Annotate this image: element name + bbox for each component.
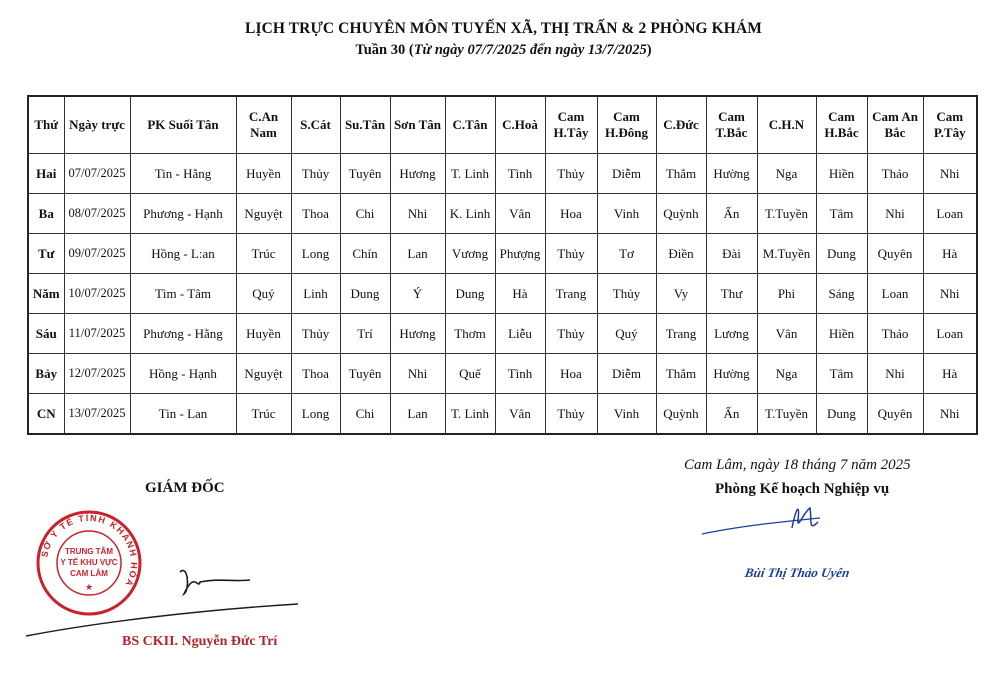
staff-cell: Quỳnh <box>656 194 706 234</box>
staff-cell: Trí <box>340 314 390 354</box>
staff-cell: Chi <box>340 394 390 435</box>
weekday-cell: Ba <box>28 194 64 234</box>
week-label: Tuần 30 <box>355 42 406 58</box>
staff-cell: Hiền <box>816 314 867 354</box>
staff-cell: Lương <box>706 314 757 354</box>
staff-cell: Quý <box>236 274 291 314</box>
staff-cell: Nhi <box>923 274 977 314</box>
date-cell: 11/07/2025 <box>64 314 130 354</box>
document-subtitle: Tuần 30 (Từ ngày 07/7/2025 đến ngày 13/7/2025) <box>355 42 652 58</box>
staff-cell: Vương <box>445 234 495 274</box>
weekday-cell: Năm <box>28 274 64 314</box>
staff-cell: Hường <box>706 354 757 394</box>
staff-cell: Thủy <box>545 234 597 274</box>
column-header: Cam T.Bắc <box>706 96 757 154</box>
staff-cell: Hường <box>706 154 757 194</box>
staff-cell: Vân <box>757 314 816 354</box>
date-cell: 08/07/2025 <box>64 194 130 234</box>
staff-cell: Loan <box>923 194 977 234</box>
staff-cell: Chín <box>340 234 390 274</box>
staff-cell: Thư <box>706 274 757 314</box>
staff-cell: Dung <box>816 394 867 435</box>
staff-cell: Thảo <box>867 154 923 194</box>
staff-cell: Nhi <box>390 194 445 234</box>
signer-name: Bùi Thị Thảo Uyên <box>743 565 851 580</box>
table-body <box>28 154 977 435</box>
table-row <box>28 394 977 435</box>
staff-cell: Quyên <box>867 234 923 274</box>
staff-cell: Tin - Lan <box>130 394 236 435</box>
staff-cell: Tơ <box>597 234 656 274</box>
staff-cell: Hương <box>390 154 445 194</box>
staff-cell: T.Tuyền <box>757 394 816 435</box>
staff-cell: Tuyên <box>340 354 390 394</box>
department-name: Phòng Kế hoạch Nghiệp vụ <box>715 481 890 497</box>
column-header: S.Cát <box>291 96 340 154</box>
table-header-row <box>28 96 977 154</box>
staff-cell: Chi <box>340 194 390 234</box>
staff-cell: Nga <box>757 154 816 194</box>
staff-cell: Linh <box>291 274 340 314</box>
column-header: Cam H.Đông <box>597 96 656 154</box>
staff-cell: Ẩn <box>706 194 757 234</box>
weekday-cell: Hai <box>28 154 64 194</box>
table-row <box>28 354 977 394</box>
staff-cell: Thủy <box>545 154 597 194</box>
weekday-cell: Bảy <box>28 354 64 394</box>
staff-cell: Ý <box>390 274 445 314</box>
staff-cell: Hà <box>923 234 977 274</box>
staff-cell: Thắm <box>656 154 706 194</box>
staff-cell: Nhi <box>867 194 923 234</box>
staff-cell: Vinh <box>597 194 656 234</box>
staff-cell: Hương <box>390 314 445 354</box>
column-header: C.Hoà <box>495 96 545 154</box>
duty-schedule-table <box>27 95 978 435</box>
staff-cell: Phương - Hằng <box>130 314 236 354</box>
column-header: C.Đức <box>656 96 706 154</box>
staff-cell: Quyên <box>867 394 923 435</box>
column-header: C.An Nam <box>236 96 291 154</box>
staff-cell: Lan <box>390 394 445 435</box>
weekday-cell: Tư <box>28 234 64 274</box>
staff-cell: Tình <box>495 354 545 394</box>
staff-cell: Hồng - Hạnh <box>130 354 236 394</box>
column-header: Cam P.Tây <box>923 96 977 154</box>
staff-cell: Trang <box>545 274 597 314</box>
staff-cell: Thủy <box>597 274 656 314</box>
staff-cell: Diễm <box>597 354 656 394</box>
column-header: Thứ <box>28 96 64 154</box>
staff-cell: Hoa <box>545 354 597 394</box>
staff-cell: Nhi <box>923 154 977 194</box>
staff-cell: Thủy <box>545 314 597 354</box>
column-header: Ngày trực <box>64 96 130 154</box>
date-cell: 09/07/2025 <box>64 234 130 274</box>
staff-cell: Vy <box>656 274 706 314</box>
staff-cell: Liễu <box>495 314 545 354</box>
staff-cell: T. Linh <box>445 154 495 194</box>
staff-cell: Thắm <box>656 354 706 394</box>
staff-cell: Hồng - L:an <box>130 234 236 274</box>
table-row <box>28 274 977 314</box>
document-title: LỊCH TRỰC CHUYÊN MÔN TUYẾN XÃ, THỊ TRẤN & 2 PHÒNG KHÁM <box>245 20 762 37</box>
svg-text:TRUNG TÂM: TRUNG TÂM <box>65 547 113 556</box>
table-row <box>28 234 977 274</box>
staff-cell: Nga <box>757 354 816 394</box>
staff-cell: Dung <box>445 274 495 314</box>
date-cell: 07/07/2025 <box>64 154 130 194</box>
staff-cell: Thảo <box>867 314 923 354</box>
staff-cell: Long <box>291 394 340 435</box>
staff-cell: Vân <box>495 194 545 234</box>
table-row <box>28 154 977 194</box>
svg-text:SỞ Y TẾ TỈNH KHÁNH HÒA: SỞ Y TẾ TỈNH KHÁNH HÒA <box>39 512 140 589</box>
staff-cell: Vinh <box>597 394 656 435</box>
staff-cell: T.Tuyền <box>757 194 816 234</box>
staff-cell: Trúc <box>236 394 291 435</box>
weekday-cell: CN <box>28 394 64 435</box>
place-date: Cam Lâm, ngày 18 tháng 7 năm 2025 <box>684 457 911 473</box>
date-range: Từ ngày 07/7/2025 đến ngày 13/7/2025 <box>413 42 647 58</box>
column-header: Cam H.Bắc <box>816 96 867 154</box>
staff-cell: Dung <box>816 234 867 274</box>
staff-cell: Thoa <box>291 354 340 394</box>
staff-cell: Hiền <box>816 154 867 194</box>
staff-cell: Phương - Hạnh <box>130 194 236 234</box>
staff-cell: Sáng <box>816 274 867 314</box>
director-title: GIÁM ĐỐC <box>145 480 225 496</box>
staff-cell: Trúc <box>236 234 291 274</box>
staff-cell: Nguyệt <box>236 354 291 394</box>
director-signature <box>20 560 310 640</box>
column-header: PK Suối Tân <box>130 96 236 154</box>
column-header: Su.Tân <box>340 96 390 154</box>
svg-text:★: ★ <box>84 582 94 592</box>
staff-cell: Nhi <box>923 394 977 435</box>
staff-cell: Tình <box>495 154 545 194</box>
staff-cell: Thủy <box>291 314 340 354</box>
staff-cell: Quế <box>445 354 495 394</box>
staff-cell: Long <box>291 234 340 274</box>
staff-cell: K. Linh <box>445 194 495 234</box>
svg-text:CAM LÂM: CAM LÂM <box>70 569 108 578</box>
column-header: C.Tân <box>445 96 495 154</box>
column-header: Cam H.Tây <box>545 96 597 154</box>
staff-cell: Diễm <box>597 154 656 194</box>
table-row <box>28 194 977 234</box>
staff-cell: Quỳnh <box>656 394 706 435</box>
svg-text:Y TẾ KHU VỰC: Y TẾ KHU VỰC <box>60 558 118 567</box>
staff-cell: Nhi <box>390 354 445 394</box>
staff-cell: Trang <box>656 314 706 354</box>
date-cell: 12/07/2025 <box>64 354 130 394</box>
column-header: C.H.N <box>757 96 816 154</box>
staff-cell: Tâm <box>816 194 867 234</box>
staff-cell: Phi <box>757 274 816 314</box>
staff-cell: Tâm <box>816 354 867 394</box>
staff-cell: Tìm - Tâm <box>130 274 236 314</box>
staff-cell: Loan <box>923 314 977 354</box>
staff-cell: Tin - Hằng <box>130 154 236 194</box>
staff-cell: M.Tuyền <box>757 234 816 274</box>
staff-cell: T. Linh <box>445 394 495 435</box>
staff-cell: Huyền <box>236 314 291 354</box>
date-cell: 10/07/2025 <box>64 274 130 314</box>
date-cell: 13/07/2025 <box>64 394 130 435</box>
staff-cell: Thơm <box>445 314 495 354</box>
table-row <box>28 314 977 354</box>
staff-cell: Lan <box>390 234 445 274</box>
director-name: BS CKII. Nguyễn Đức Trí <box>122 634 278 649</box>
staff-cell: Ẩn <box>706 394 757 435</box>
staff-cell: Đài <box>706 234 757 274</box>
staff-cell: Phượng <box>495 234 545 274</box>
staff-cell: Hà <box>495 274 545 314</box>
staff-cell: Loan <box>867 274 923 314</box>
staff-cell: Quý <box>597 314 656 354</box>
column-header: Cam An Bắc <box>867 96 923 154</box>
staff-cell: Thủy <box>291 154 340 194</box>
staff-cell: Nguyệt <box>236 194 291 234</box>
staff-cell: Tuyên <box>340 154 390 194</box>
staff-cell: Nhi <box>867 354 923 394</box>
staff-cell: Hà <box>923 354 977 394</box>
staff-cell: Vân <box>495 394 545 435</box>
weekday-cell: Sáu <box>28 314 64 354</box>
staff-cell: Thoa <box>291 194 340 234</box>
staff-cell: Huyền <box>236 154 291 194</box>
staff-cell: Hoa <box>545 194 597 234</box>
staff-cell: Dung <box>340 274 390 314</box>
staff-signature <box>700 500 850 570</box>
column-header: Sơn Tân <box>390 96 445 154</box>
staff-cell: Thủy <box>545 394 597 435</box>
staff-cell: Điền <box>656 234 706 274</box>
